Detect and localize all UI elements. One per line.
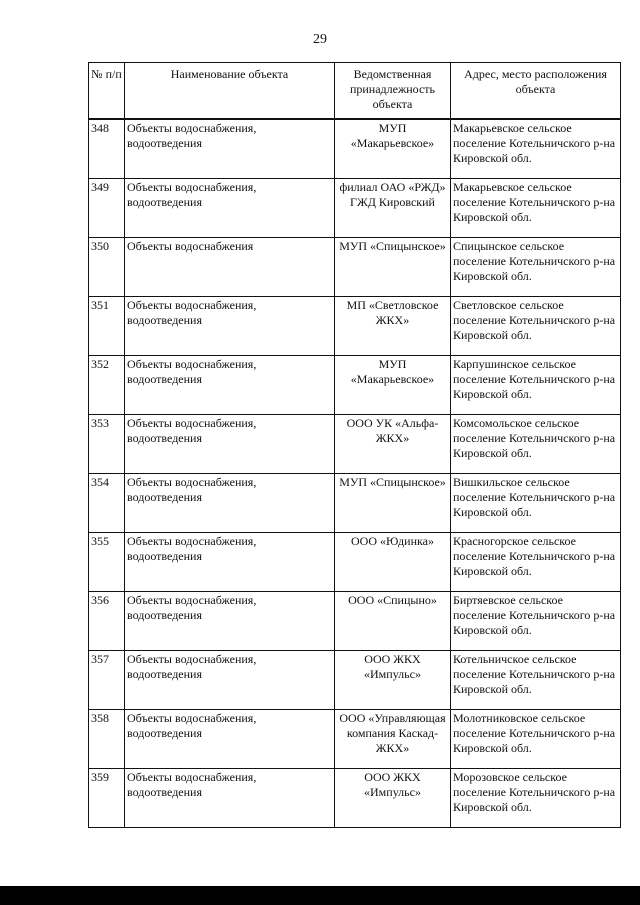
cell-owner: МП «Светловское ЖКХ» [335, 296, 451, 355]
table-row [89, 414, 621, 473]
table-row [89, 237, 621, 296]
cell-name: Объекты водоснабжения, водоотведения [125, 296, 335, 355]
cell-address: Карпушинское сельское поселение Котельничского р-на Кировской обл. [451, 355, 621, 414]
table-row [89, 119, 621, 178]
cell-num: 353 [89, 414, 125, 473]
header-address: Адрес, место расположения объекта [451, 63, 621, 120]
cell-num: 352 [89, 355, 125, 414]
cell-address: Светловское сельское поселение Котельничского р-на Кировской обл. [451, 296, 621, 355]
cell-num: 354 [89, 473, 125, 532]
cell-address: Макарьевское сельское поселение Котельничского р-на Кировской обл. [451, 178, 621, 237]
objects-table [88, 62, 621, 828]
cell-name: Объекты водоснабжения, водоотведения [125, 709, 335, 768]
cell-name: Объекты водоснабжения, водоотведения [125, 532, 335, 591]
cell-num: 348 [89, 119, 125, 178]
table-row [89, 709, 621, 768]
cell-name: Объекты водоснабжения, водоотведения [125, 473, 335, 532]
cell-address: Спицынское сельское поселение Котельничского р-на Кировской обл. [451, 237, 621, 296]
header-num: № п/п [89, 63, 125, 120]
cell-address: Молотниковское сельское поселение Котельничского р-на Кировской обл. [451, 709, 621, 768]
cell-num: 357 [89, 650, 125, 709]
cell-name: Объекты водоснабжения, водоотведения [125, 178, 335, 237]
table-row [89, 296, 621, 355]
cell-owner: филиал ОАО «РЖД» ГЖД Кировский [335, 178, 451, 237]
cell-address: Комсомольское сельское поселение Котельничского р-на Кировской обл. [451, 414, 621, 473]
header-name: Наименование объекта [125, 63, 335, 120]
table-header-row [89, 63, 621, 120]
cell-address: Котельничское сельское поселение Котельничского р-на Кировской обл. [451, 650, 621, 709]
cell-num: 349 [89, 178, 125, 237]
table-row [89, 768, 621, 827]
cell-num: 351 [89, 296, 125, 355]
cell-num: 355 [89, 532, 125, 591]
page-number: 29 [313, 32, 327, 47]
cell-owner: МУП «Макарьевское» [335, 355, 451, 414]
cell-num: 358 [89, 709, 125, 768]
cell-owner: ООО ЖКХ «Импульс» [335, 650, 451, 709]
table-row [89, 650, 621, 709]
cell-name: Объекты водоснабжения [125, 237, 335, 296]
header-owner: Ведомственная принадлежность объекта [335, 63, 451, 120]
table-row [89, 591, 621, 650]
cell-owner: МУП «Спицынское» [335, 473, 451, 532]
cell-num: 350 [89, 237, 125, 296]
cell-name: Объекты водоснабжения, водоотведения [125, 414, 335, 473]
cell-num: 356 [89, 591, 125, 650]
table-row [89, 355, 621, 414]
cell-address: Красногорское сельское поселение Котельничского р-на Кировской обл. [451, 532, 621, 591]
table-row [89, 532, 621, 591]
cell-owner: ООО ЖКХ «Импульс» [335, 768, 451, 827]
cell-owner: МУП «Макарьевское» [335, 119, 451, 178]
table-row [89, 473, 621, 532]
scan-bottom-border [0, 886, 640, 905]
cell-address: Вишкильское сельское поселение Котельничского р-на Кировской обл. [451, 473, 621, 532]
cell-owner: ООО «Управляющая компания Каскад-ЖКХ» [335, 709, 451, 768]
cell-name: Объекты водоснабжения, водоотведения [125, 119, 335, 178]
cell-owner: ООО «Юдинка» [335, 532, 451, 591]
cell-name: Объекты водоснабжения, водоотведения [125, 591, 335, 650]
cell-address: Морозовское сельское поселение Котельничского р-на Кировской обл. [451, 768, 621, 827]
cell-num: 359 [89, 768, 125, 827]
cell-name: Объекты водоснабжения, водоотведения [125, 355, 335, 414]
table-row [89, 178, 621, 237]
cell-name: Объекты водоснабжения, водоотведения [125, 650, 335, 709]
cell-address: Макарьевское сельское поселение Котельничского р-на Кировской обл. [451, 119, 621, 178]
cell-address: Биртяевское сельское поселение Котельничского р-на Кировской обл. [451, 591, 621, 650]
cell-owner: ООО УК «Альфа-ЖКХ» [335, 414, 451, 473]
cell-owner: ООО «Спицыно» [335, 591, 451, 650]
cell-owner: МУП «Спицынское» [335, 237, 451, 296]
cell-name: Объекты водоснабжения, водоотведения [125, 768, 335, 827]
